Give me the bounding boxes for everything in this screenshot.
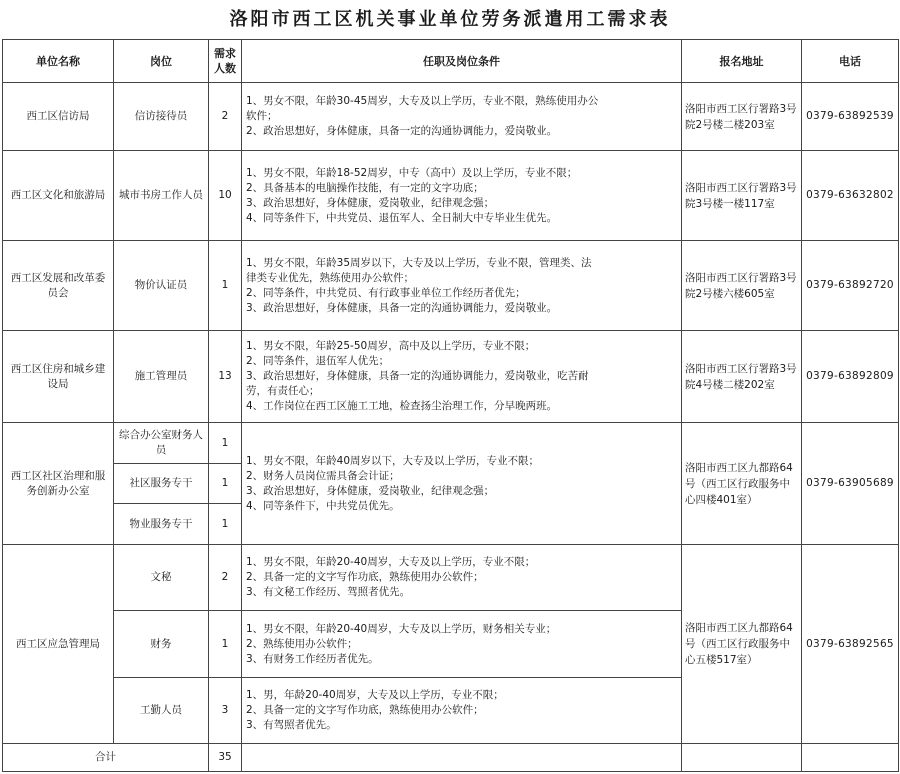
table-row bbox=[3, 331, 899, 423]
total-count: 35 bbox=[209, 744, 242, 772]
phone-cell: 0379-63892809 bbox=[802, 331, 899, 423]
table-row bbox=[3, 241, 899, 331]
table-row bbox=[3, 83, 899, 151]
requirement-line: 3、有驾照者优先。 bbox=[246, 719, 337, 731]
requirements-cell bbox=[242, 423, 682, 545]
requirement-line: 2、具备一定的文字写作功底，熟练使用办公软件； bbox=[246, 571, 484, 583]
total-label: 合计 bbox=[3, 744, 209, 772]
requirement-line: 2、具备基本的电脑操作技能，有一定的文字功底； bbox=[246, 181, 484, 194]
address-cell: 洛阳市西工区行署路3号院2号楼六楼605室 bbox=[682, 241, 802, 331]
post-cell: 综合办公室财务人员 bbox=[114, 423, 209, 464]
count-cell: 1 bbox=[209, 423, 242, 464]
requirement-line: 2、具备一定的文字写作功底，熟练使用办公软件； bbox=[246, 704, 484, 716]
post-cell: 施工管理员 bbox=[114, 331, 209, 423]
table-row bbox=[3, 545, 899, 611]
post-cell: 财务 bbox=[114, 611, 209, 678]
post-cell: 文秘 bbox=[114, 545, 209, 611]
unit-cell: 西工区社区治理和服务创新办公室 bbox=[3, 423, 114, 545]
address-cell: 洛阳市西工区行署路3号院4号楼二楼202室 bbox=[682, 331, 802, 423]
count-cell: 2 bbox=[209, 83, 242, 151]
post-cell: 信访接待员 bbox=[114, 83, 209, 151]
requirements-cell bbox=[242, 151, 682, 241]
count-cell: 1 bbox=[209, 464, 242, 504]
post-cell: 物价认证员 bbox=[114, 241, 209, 331]
header-requirements: 任职及岗位条件 bbox=[242, 40, 682, 83]
address-cell: 洛阳市西工区九都路64号（西工区行政服务中心四楼401室） bbox=[682, 423, 802, 545]
requirement-line: 律类专业优先，熟练使用办公软件； bbox=[246, 271, 414, 284]
requirements-cell bbox=[242, 331, 682, 423]
requirement-line: 3、有财务工作经历者优先。 bbox=[246, 652, 379, 665]
post-cell: 物业服务专干 bbox=[114, 504, 209, 545]
requirement-line: 2、政治思想好，身体健康，具备一定的沟通协调能力，爱岗敬业。 bbox=[246, 125, 558, 137]
requirement-line: 3、有文秘工作经历、驾照者优先。 bbox=[246, 586, 411, 598]
header-address: 报名地址 bbox=[682, 40, 802, 83]
count-cell: 1 bbox=[209, 611, 242, 678]
recruitment-table bbox=[2, 39, 899, 772]
count-cell: 3 bbox=[209, 678, 242, 744]
requirement-line: 4、同等条件下，中共党员、退伍军人、全日制大中专毕业生优先。 bbox=[246, 211, 558, 224]
post-cell: 社区服务专干 bbox=[114, 464, 209, 504]
phone-cell: 0379-63632802 bbox=[802, 151, 899, 241]
header-post: 岗位 bbox=[114, 40, 209, 83]
requirement-line: 1、男，年龄20-40周岁，大专及以上学历，专业不限； bbox=[246, 689, 504, 701]
phone-cell: 0379-63892720 bbox=[802, 241, 899, 331]
address-cell: 洛阳市西工区行署路3号院2号楼二楼203室 bbox=[682, 83, 802, 151]
requirement-line: 3、政治思想好，身体健康，具备一定的沟通协调能力，爱岗敬业，吃苦耐 bbox=[246, 370, 589, 382]
phone-cell: 0379-63892565 bbox=[802, 545, 899, 744]
header-row bbox=[3, 40, 899, 83]
count-cell: 1 bbox=[209, 504, 242, 545]
requirement-line: 1、男女不限，年龄20-40周岁，大专及以上学历，财务相关专业； bbox=[246, 622, 557, 635]
header-count-line2: 人数 bbox=[214, 62, 236, 75]
header-count bbox=[209, 40, 242, 83]
requirement-line: 4、工作岗位在西工区施工工地，检查扬尘治理工作，分早晚两班。 bbox=[246, 400, 558, 412]
requirement-line: 2、熟练使用办公软件； bbox=[246, 637, 358, 650]
requirements-cell bbox=[242, 545, 682, 611]
total-row bbox=[3, 744, 899, 772]
post-cell: 工勤人员 bbox=[114, 678, 209, 744]
requirement-line: 3、政治思想好，身体健康，爱岗敬业，纪律观念强； bbox=[246, 196, 495, 209]
table-row bbox=[3, 151, 899, 241]
requirement-line: 2、财务人员岗位需具备会计证； bbox=[246, 469, 400, 482]
address-cell: 洛阳市西工区行署路3号院3号楼一楼117室 bbox=[682, 151, 802, 241]
requirements-cell bbox=[242, 678, 682, 744]
requirement-line: 1、男女不限，年龄40周岁以下，大专及以上学历，专业不限； bbox=[246, 454, 540, 467]
requirements-cell bbox=[242, 241, 682, 331]
requirements-cell bbox=[242, 83, 682, 151]
phone-cell: 0379-63905689 bbox=[802, 423, 899, 545]
count-cell: 10 bbox=[209, 151, 242, 241]
post-cell: 城市书房工作人员 bbox=[114, 151, 209, 241]
count-cell: 13 bbox=[209, 331, 242, 423]
unit-cell: 西工区应急管理局 bbox=[3, 545, 114, 744]
requirement-line: 1、男女不限，年龄30-45周岁，大专及以上学历，专业不限，熟练使用办公 bbox=[246, 95, 599, 107]
requirement-line: 1、男女不限，年龄35周岁以下，大专及以上学历，专业不限，管理类、法 bbox=[246, 256, 592, 269]
address-cell: 洛阳市西工区九都路64号（西工区行政服务中心五楼517室） bbox=[682, 545, 802, 744]
requirement-line: 1、男女不限，年龄20-40周岁，大专及以上学历，专业不限； bbox=[246, 556, 536, 568]
unit-cell: 西工区住房和城乡建设局 bbox=[3, 331, 114, 423]
requirement-line: 软件； bbox=[246, 110, 278, 122]
requirement-line: 2、同等条件，中共党员、有行政事业单位工作经历者优先； bbox=[246, 286, 526, 299]
table-row bbox=[3, 423, 899, 464]
requirement-line: 2、同等条件，退伍军人优先； bbox=[246, 355, 390, 367]
requirement-line: 1、男女不限，年龄25-50周岁，高中及以上学历，专业不限； bbox=[246, 340, 536, 352]
requirement-line: 劳，有责任心； bbox=[246, 385, 320, 397]
requirements-cell bbox=[242, 611, 682, 678]
requirement-line: 3、政治思想好，身体健康，具备一定的沟通协调能力，爱岗敬业。 bbox=[246, 301, 558, 314]
requirement-line: 3、政治思想好，身体健康，爱岗敬业，纪律观念强； bbox=[246, 484, 495, 497]
header-count-line1: 需求 bbox=[214, 47, 236, 60]
unit-cell: 西工区信访局 bbox=[3, 83, 114, 151]
total-blank-cell bbox=[242, 744, 682, 772]
phone-cell: 0379-63892539 bbox=[802, 83, 899, 151]
total-blank-cell bbox=[802, 744, 899, 772]
count-cell: 1 bbox=[209, 241, 242, 331]
page-title: 洛阳市西工区机关事业单位劳务派遣用工需求表 bbox=[229, 9, 671, 30]
unit-cell: 西工区发展和改革委员会 bbox=[3, 241, 114, 331]
total-blank-cell bbox=[682, 744, 802, 772]
header-unit: 单位名称 bbox=[3, 40, 114, 83]
requirement-line: 1、男女不限，年龄18-52周岁，中专（高中）及以上学历，专业不限； bbox=[246, 166, 578, 179]
unit-cell: 西工区文化和旅游局 bbox=[3, 151, 114, 241]
count-cell: 2 bbox=[209, 545, 242, 611]
header-phone: 电话 bbox=[802, 40, 899, 83]
requirement-line: 4、同等条件下，中共党员优先。 bbox=[246, 499, 400, 512]
